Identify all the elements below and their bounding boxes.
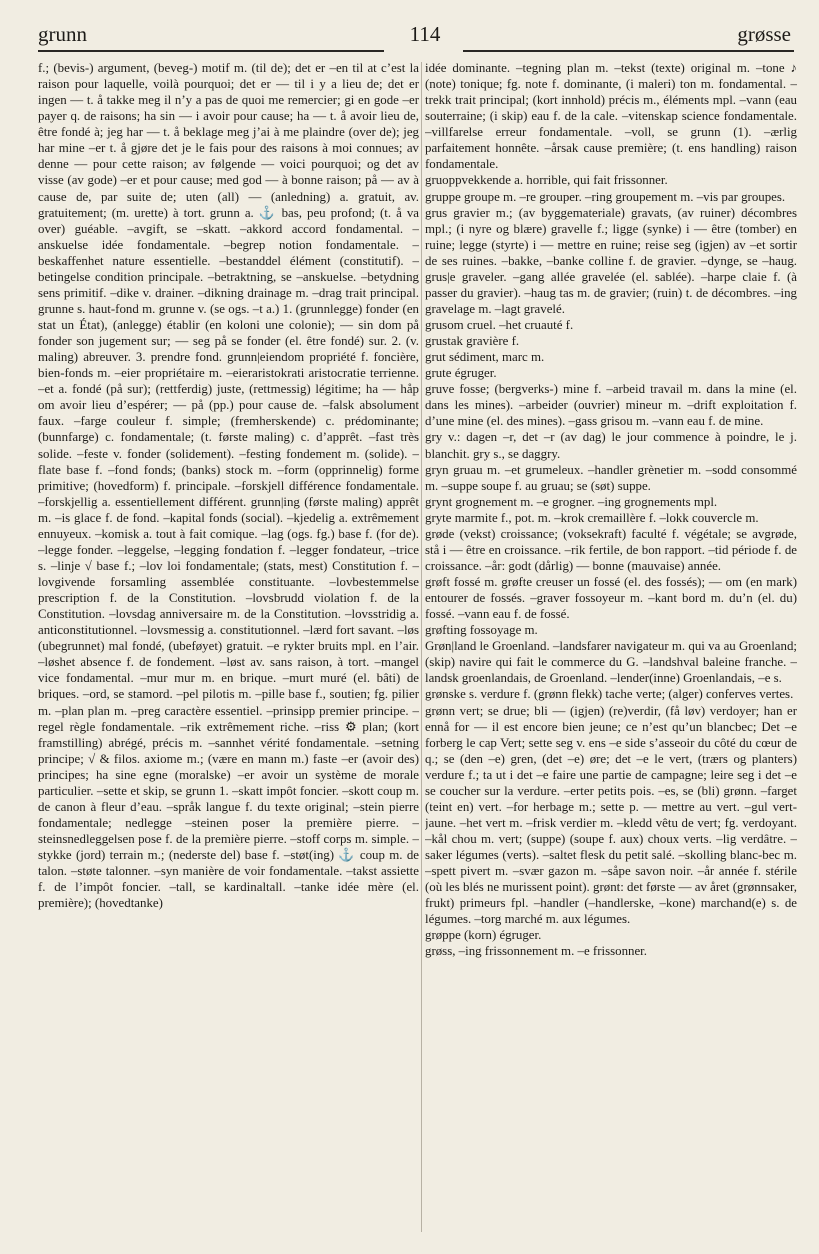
left-guide-word: grunn xyxy=(38,22,87,46)
dictionary-entry: Grøn|land le Groenland. –landsfarer navigateur m. qui va au Groenland; (skip) navire qui fait le commerce du G. –landshval baleine franche. –landsk groenlandais, de Groenland. –lender(inne) Groenlandais, –e s. xyxy=(425,639,797,686)
dictionary-entry: grus gravier m.; (av byggemateriale) gravats, (av ruiner) décombres mpl.; (i nyre og blære) gravelle f.; ligge (synke) i — être (tomber) en ruine; legge (styrte) i — mettre en ruine; reise seg (igjen) av –et sortir de ses ruines. –bakke, –banke colline f. de gravier. –dynge, se –haug. grus|e graveler. –gang allée gravelée (el. sablée). –harpe claie f. (à passer du gravier). –haug tas m. de gravier; (ruin) t. de décombres. –ing gravelage m. –lagt gravelé. xyxy=(425,205,797,316)
header-rule-left xyxy=(38,50,384,52)
dictionary-entry: gruoppvekkende a. horrible, qui fait frissonner. xyxy=(425,173,668,188)
dictionary-entry: grøfting fossoyage m. xyxy=(425,623,538,638)
right-column xyxy=(425,60,797,1240)
right-guide-word: grøsse xyxy=(737,22,791,46)
dictionary-entry: grut sédiment, marc m. xyxy=(425,350,545,365)
header-rule-right xyxy=(463,50,794,52)
dictionary-entry: grøft fossé m. grøfte creuser un fossé (el. des fossés); — om (en mark) entourer de fossés. –graver fossoyeur m. –kant bord m. du’n (el. du) fossé. –vann eau f. de fossé. xyxy=(425,575,797,622)
dictionary-entry: gry v.: dagen –r, det –r (av dag) le jour commence à poindre, le j. blanchit. gry s., se daggry. xyxy=(425,430,797,461)
column-divider xyxy=(421,62,422,1232)
page-number: 114 xyxy=(409,22,441,46)
dictionary-entry: grustak gravière f. xyxy=(425,334,520,349)
dictionary-entry: gryn gruau m. –et grumeleux. –handler grènetier m. –sodd consommé m. –suppe soupe f. au gruau; se (søt) suppe. xyxy=(425,462,797,493)
dictionary-entry: grønn vert; se drue; bli — (igjen) (re)verdir, (få løv) verdoyer; han er ennå for — il est encore bien jeune; ce n’est qu’un blancbec; Det –e forberg le cap Vert; sette seg v. ens –e side s’asseoir du côté du cœur de q.; se (den –e) gren, (det –e) øre; det –e le vert, (trærs og planters) verdure f.; ta ut i det –e faire une partie de campagne; leire seg i det –e se coucher sur la verdure. –erter petits pois. –es, se (bli) grønn. –farget (teint en) vert. –for herbage m.; sette p. — mettre au vert. –gul vert-jaune. –het vert m. –frisk verdier m. –kledd vêtu de vert; fg. verdoyant. –kål chou m. vert; (suppe) (soupe f. aux) choux verts. –lig verdâtre. –saker légumes (verts). –saltet flesk du petit salé. –skolling blanc-bec m. –spett pivert m. –svær gazon m. –såpe savon noir. –år année f. stérile (où les blés ne murissent point). grønt: det første — av året (grønnsaker, frukt) primeurs fpl. –handler (–handlerske, –kone) marchand(e) s. de légumes. –torg marché m. aux légumes. xyxy=(425,703,797,927)
dictionary-entry: gryte marmite f., pot. m. –krok cremaillère f. –lokk couvercle m. xyxy=(425,510,759,525)
dictionary-entry: f.; (bevis-) argument, (beveg-) motif m. (til de); det er –en til at c’est la raison pour laquelle, voilà pourquoi; det er — til i y a lieu de; det er ingen — t. å takke meg il n’y a pas de quoi me remercier; gi en gode –er payer q. de raisons; ha sin — i avoir pour cause; ha — t. å avoir lieu de, être fondé à; jeg har — t. å beklage meg j’ai à me plaindre (over de); jeg har mine –er t. å gjøre det je le fais pour des raisons à moi connues; av denne — pour cette raison; av følgende — voici pourquoi; og det av visse (av gode) –er et pour cause; med god — à bonne raison; på — av à cause de, par suite de; uten (all) — (anledning) a. gratuit, av. gratuitement; (m. urette) à tort. grunn a. ⚓ bas, peu profond; (t. å va over) guéable. –avgift, se –skatt. –akkord accord fondamental. –anskuelse idée fondamentale. –begrep notion fondamentale. –beskaffenhet nature essentielle. –bestanddel élément (constitutif). –betingelse condition principale. –betraktning, se –anskuelse. –betydning sens primitif. –dike v. drainer. –dikning drainage m. –drag trait principal. grunne s. haut-fond m. grunne v. (se ogs. –t a.) 1. (grunnlegge) fonder (en stat un État), (anlegge) établir (en koloni une colonie); — sin dom på fonder son jugement sur; — seg på se fonder (el. être fondé) sur. 2. (v. maling) abreuver. 3. prendre fond. grunn|eiendom propriété f. foncière, bien-fonds m. –eier propriétaire m. –eieraristokrati aristocratie terrienne. –et a. fondé (på sur); (rettferdig) juste, (rettmessig) légitime; ha — håp om avoir lieu d’espérer; — på (pp.) pour cause de. –falsk absolument faux. –farge couleur f. simple; (fremherskende) c. prédominante; (bunnfarge) c. fondamentale; (t. første maling) c. d’apprêt. –fast très solide. –feste v. fonder (solidement). –festing fondement m. (solide). –flate base f. –fond fonds; (banks) stock m. –form (opprinnelig) forme primitive; (hovedform) f. principale. –forskjell différence fondamentale. –forskjellig a. essentiellement différent. grunn|ing (første maling) apprêt m. –is glace f. de fond. –kapital fonds (social). –kjedelig a. extrêmement ennuyeux. –komisk a. tout à fait comique. –lag (ogs. fg.) base f. (for de). –legge fonder. –leggelse, –legging fondation f. –legger fondateur, –trice s. –linje √ base f.; –lov loi fondamentale; (stats, mest) Constitution f. –lovgivende forsamling assemblée constituante. –lovbestemmelse prescription f. de la Constitution. –lovsbrudd violation f. de la Constitution. –lovsdag anniversaire m. de la Constitution. –lovsstridig a. anticonstitutionnel. –lovsmessig a. constitutionnel. –lærd fort savant. –løs (ubegrunnet) mal fondé, (ubeføyet) gratuit. –e rykter bruits mpl. en l’air. –løshet absence f. de fondement. –løst av. sans raison, à tort. –mangel vice fondamental. –mur mur m. en brique. –murt muré (el. bâti) de briques. –ord, se stamord. –pel pilotis m. –pille base f., soutien; fg. pilier m. –plan plan m. –preg caractère essentiel. –prinsipp premier principe. –regel règle fondamentale. –rik extrêmement riche. –riss ⚙ plan; (kort framstilling) abrégé, précis m. –sannhet vérité fondamentale. –setning principe; √ & filos. axiome m.; (være en mann m.) faste –er (avoir des) principes; ha sine egne (moralske) –er avoir un système de morale particulier. –sette et skip, se grunn 1. –skatt impôt foncier. –skott coup m. de canon à fleur d’eau. –språk langue f. du texte original; –stein pierre fondamentale; nedlegge –steinen poser la première pierre. –steinsnedleggelsen pose f. de la première pierre. –stoff corps m. simple. –stykke (jord) terrain m.; (nederste del) base f. –støt(ing) ⚓ coup m. de talon. –støte talonner. –syn manière de voir fondamentale. –takst assiette f. de l’impôt foncier. –tall, se kardinaltall. –tanke idée mère (el. première); (hovedtanke) xyxy=(38,61,419,911)
page-header xyxy=(0,0,819,52)
dictionary-entry: gruppe groupe m. –re grouper. –ring groupement m. –vis par groupes. xyxy=(425,189,786,204)
dictionary-entry: idée dominante. –tegning plan m. –tekst (texte) original m. –tone ♪ (note) tonique; fg. note f. dominante, (i maleri) ton m. fondamental. –trekk trait principal; (kort innhold) précis m., éléments mpl. –vann (eau souterraine; (i skip) eau f. de la cale. –vitenskap science fondamentale. –villfarelse erreur fondamentale. –voll, se grunn (1). –ærlig parfaitement honnête. –årsak cause première; (t. ens handling) raison fondamentale. xyxy=(425,61,797,172)
dictionary-entry: grønske s. verdure f. (grønn flekk) tache verte; (alger) conferves vertes. xyxy=(425,687,794,702)
dictionary-entry: grusom cruel. –het cruauté f. xyxy=(425,318,574,332)
left-column xyxy=(38,60,419,1240)
dictionary-entry: gruve fosse; (bergverks-) mine f. –arbeid travail m. dans la mine (el. dans les mines). –arbeider (ouvrier) mineur m. –drift exploitation f. d’une mine (el. des mines). –gass grisou m. –vann eau f. de mine. xyxy=(425,382,797,429)
dictionary-entry: grynt grognement m. –e grogner. –ing grognements mpl. xyxy=(425,494,718,509)
dictionary-entry: grøppe (korn) égruger. xyxy=(425,928,542,943)
dictionary-entry: grøss, –ing frissonnement m. –e frissonner. xyxy=(425,944,647,959)
dictionary-entry: grøde (vekst) croissance; (voksekraft) faculté f. végétale; se avgrøde, stå i — être en croissance. –rik fertile, de bon rapport. –tid période f. de croissance. –år: godt (dårlig) — bonne (mauvaise) année. xyxy=(425,526,797,573)
dictionary-entry: grute égruger. xyxy=(425,366,497,381)
